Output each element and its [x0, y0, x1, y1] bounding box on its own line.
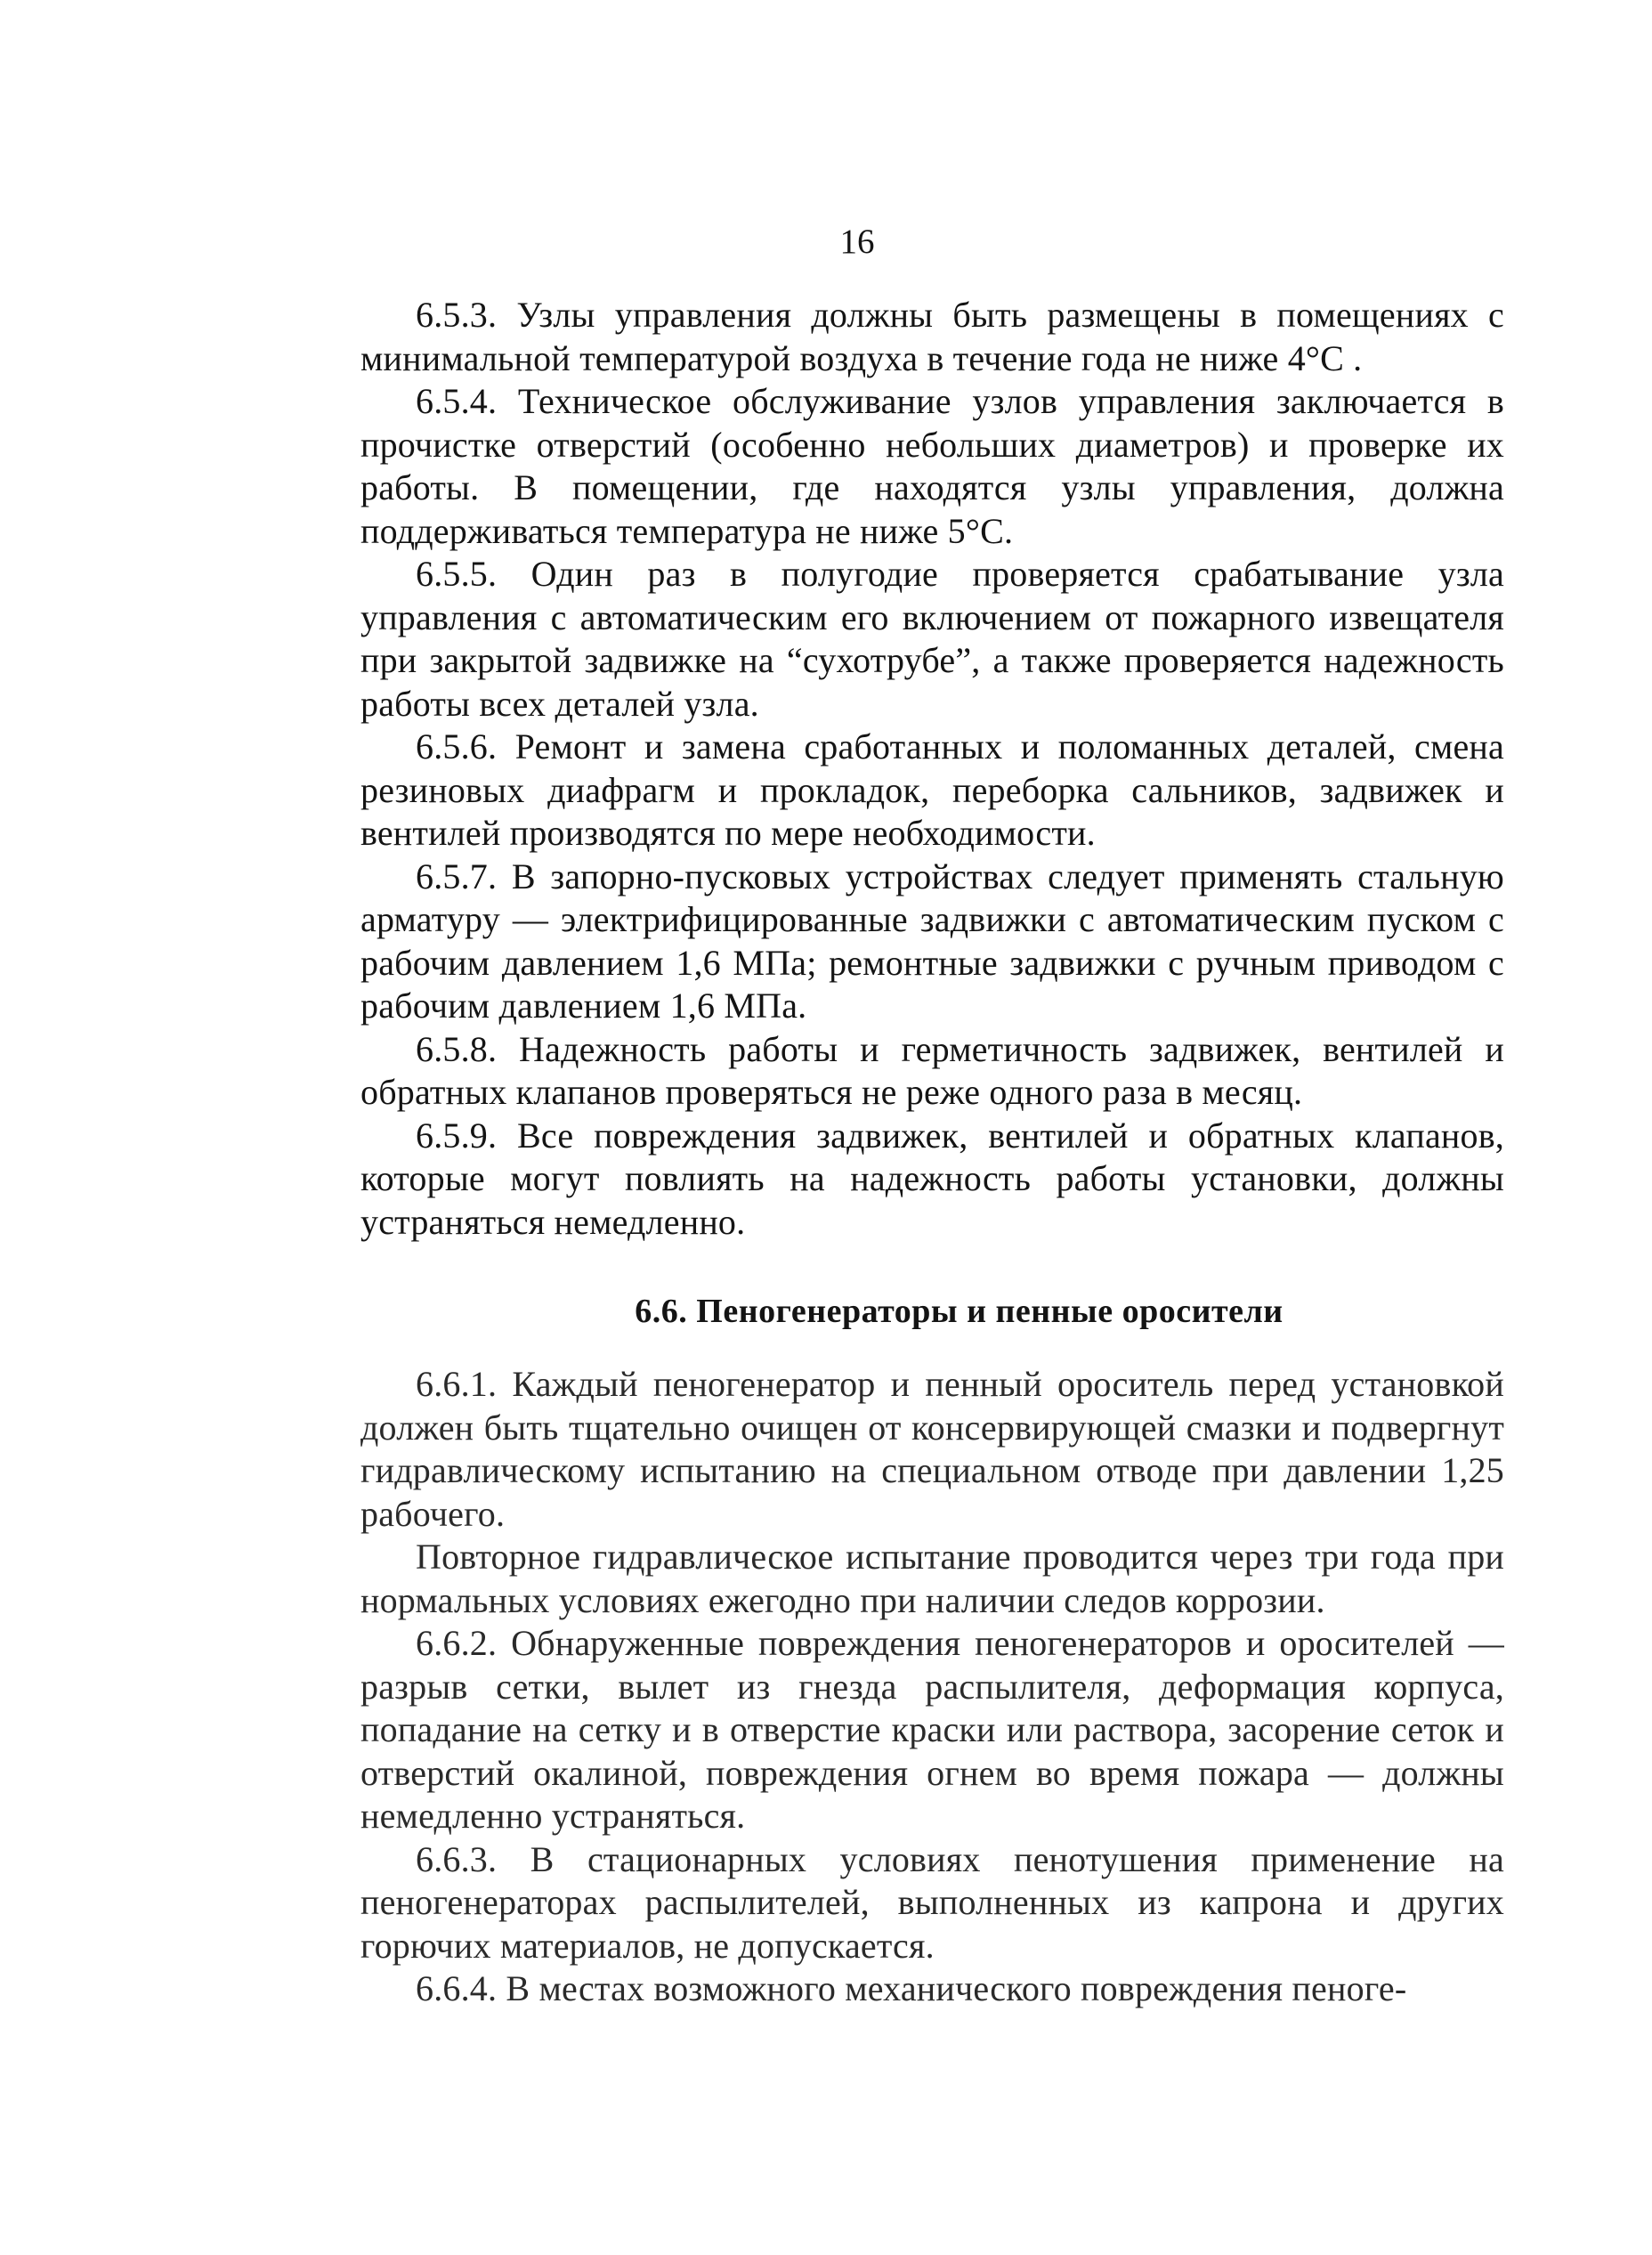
paragraph-6-5-6: 6.5.6. Ремонт и замена сработанных и поломанных деталей, смена резиновых диафрагм и прокладок, переборка сальников, задвижек и вентилей производятся по мере необходимости.	[360, 726, 1504, 853]
paragraph-retest: Повторное гидравлическое испытание проводится через три года при нормальных условиях ежегодно при наличии следов коррозии.	[360, 1537, 1504, 1620]
paragraph-6-6-1: 6.6.1. Каждый пеногенератор и пенный ороситель перед установкой должен быть тщательно очищен от консервирующей смазки и подвергнут гидравлическому испытанию на специальном отводе при давлении 1,25 рабочего.	[360, 1364, 1504, 1534]
paragraph-6-6-2: 6.6.2. Обнаруженные повреждения пеногенераторов и оросителей — разрыв сетки, вылет из гнезда распылителя, деформация корпуса, попадание на сетку и в отверстие краски или раствора, засорение сеток и отверстий окалиной, повреждения огнем во время пожара — должны немедленно устраняться.	[360, 1623, 1504, 1836]
paragraph-6-5-7: 6.5.7. В запорно-пусковых устройствах следует применять стальную арматуру — электрифицированные задвижки с автоматическим пуском с рабочим давлением 1,6 МПа; ремонтные задвижки с ручным приводом с рабочим давлением 1,6 МПа.	[360, 856, 1504, 1026]
section-heading: 6.6. Пеногенераторы и пенные оросители	[635, 1293, 1284, 1330]
paragraph-6-5-9: 6.5.9. Все повреждения задвижек, вентилей и обратных клапанов, которые могут повлиять на надежность работы установки, должны устраняться немедленно.	[360, 1115, 1504, 1242]
paragraph-6-5-5: 6.5.5. Один раз в полугодие проверяется срабатывание узла управления с автоматическим его включением от пожарного извещателя при закрытой задвижке на “сухотрубе”, а также проверяется надежность работы всех деталей узла.	[360, 554, 1504, 724]
paragraph-6-5-3: 6.5.3. Узлы управления должны быть размещены в помещениях с минимальной температурой воздуха в течение года не ниже 4°С .	[360, 295, 1504, 378]
paragraph-6-5-8: 6.5.8. Надежность работы и герметичность задвижек, вентилей и обратных клапанов проверяться не реже одного раза в месяц.	[360, 1028, 1504, 1112]
page-number: 16	[839, 223, 875, 261]
paragraph-6-6-4: 6.6.4. В местах возможного механического повреждения пеноге-	[416, 1968, 1407, 2008]
paragraph-6-5-4: 6.5.4. Техническое обслуживание узлов управления заключается в прочистке отверстий (особенно небольших диаметров) и проверке их работы. В помещении, где находятся узлы управления, должна поддерживаться температура не ниже 5°С.	[360, 381, 1504, 551]
paragraph-6-6-3: 6.6.3. В стационарных условиях пенотушения применение на пеногенераторах распылителей, выполненных из капрона и других горючих материалов, не допускается.	[360, 1838, 1504, 1966]
page-body	[360, 294, 1504, 2011]
